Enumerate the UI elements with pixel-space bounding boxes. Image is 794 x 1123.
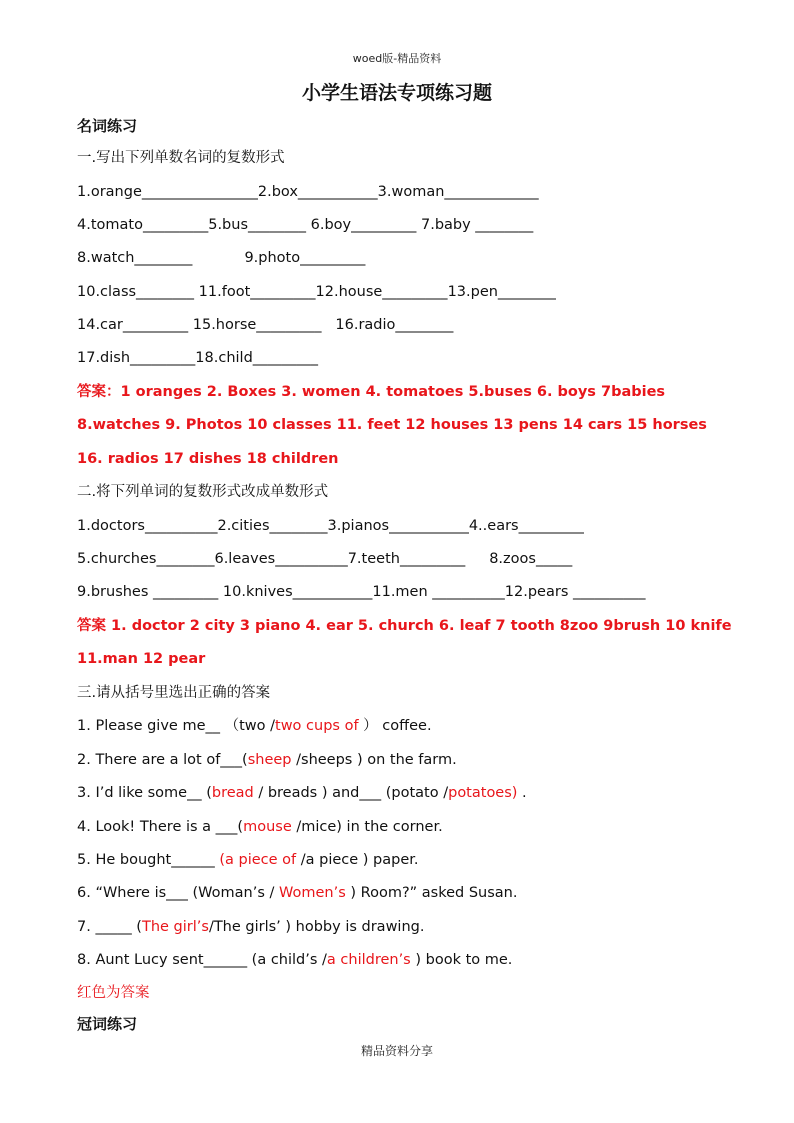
part2-instruction: 二.将下列单词的复数形式改成单数形式	[77, 484, 329, 500]
exercise-item: 9.brushes _________	[77, 584, 219, 600]
exercise-item: 6.leaves__________	[214, 551, 348, 567]
question-text: 2. There are a lot of___(	[77, 752, 248, 768]
question-6	[77, 883, 517, 903]
exercise-item: 14.car_________	[77, 317, 189, 333]
question-2	[77, 750, 457, 770]
question-text: 7. _____ (	[77, 919, 142, 935]
question-5	[77, 850, 419, 870]
question-4	[77, 817, 443, 837]
exercise-item: 8.watch________	[77, 250, 193, 266]
exercise-item: 10.class________	[77, 284, 195, 300]
part2-answer-line-1: 答案 1. doctor 2 city 3 piano 4. ear 5. church 6. leaf 7 tooth 8zoo 9brush 10 knife	[77, 618, 732, 634]
question-text: /The girls’ ) hobby is drawing.	[208, 919, 425, 935]
question-text: 3. I’d like some__ (	[77, 785, 212, 801]
part2-row-1	[77, 516, 584, 536]
exercise-item: 1.doctors__________	[77, 518, 218, 534]
exercise-item: 8.zoos_____	[489, 551, 573, 567]
question-text: /sheeps ) on the farm.	[291, 752, 457, 768]
question-8	[77, 950, 512, 970]
answer-highlight: bread	[211, 785, 254, 801]
answer-highlight: mouse	[243, 819, 292, 835]
exercise-item: 12.pears __________	[504, 584, 646, 600]
part1-row-4	[77, 282, 556, 302]
answer-highlight: (a piece of	[219, 852, 297, 868]
page-title: 小学生语法专项练习题	[301, 82, 492, 104]
answer-highlight: potatoes)	[448, 785, 518, 801]
question-text: .	[517, 785, 527, 801]
section-heading-nouns: 名词练习	[77, 117, 138, 135]
question-text: 4. Look! There is a ___(	[77, 819, 244, 835]
exercise-item: 3.woman_____________	[377, 184, 539, 200]
exercise-item: 17.dish_________	[77, 350, 196, 366]
exercise-item: 11.foot_________	[198, 284, 316, 300]
question-text: /a piece ) paper.	[296, 852, 419, 868]
exercise-item: 7.teeth_________	[347, 551, 466, 567]
part2-row-3	[77, 582, 645, 602]
page-header: woed版-精品资料	[352, 52, 442, 65]
question-text: 5. He bought______	[77, 852, 220, 868]
part3-instruction: 三.请从括号里选出正确的答案	[77, 685, 271, 701]
exercise-item: 13.pen________	[447, 284, 556, 300]
answer-highlight: two cups of	[275, 718, 359, 734]
part1-row-1	[77, 182, 539, 202]
exercise-item: 18.child_________	[195, 350, 319, 366]
part1-row-2	[77, 215, 533, 235]
question-1	[77, 716, 432, 736]
question-text: 1. Please give me__ （two /	[77, 718, 276, 734]
part1-answer-line-3: 16. radios 17 dishes 18 children	[77, 451, 339, 467]
question-text: / breads ) and___ (potato /	[253, 785, 449, 801]
part1-row-3	[77, 248, 365, 268]
answer-highlight: a children’s	[326, 952, 411, 968]
part2-row-2	[77, 549, 572, 569]
exercise-item: 15.horse_________	[192, 317, 322, 333]
exercise-item: 2.box___________	[257, 184, 378, 200]
exercise-item: 4.tomato_________	[77, 217, 209, 233]
exercise-item: 2.cities________	[217, 518, 328, 534]
exercise-item: 1.orange________________	[77, 184, 258, 200]
question-text: ) Room?” asked Susan.	[345, 885, 518, 901]
exercise-item: 12.house_________	[315, 284, 448, 300]
part1-instruction: 一.写出下列单数名词的复数形式	[77, 150, 285, 166]
question-text: /mice) in the corner.	[291, 819, 443, 835]
page-footer: 精品资料分享	[360, 1044, 433, 1058]
question-7	[77, 917, 424, 937]
question-3	[77, 783, 527, 803]
exercise-item: 7.baby ________	[420, 217, 534, 233]
question-text: ) book to me.	[410, 952, 513, 968]
answer-note: 红色为答案	[77, 985, 150, 1001]
part1-row-5	[77, 315, 453, 335]
question-text: 8. Aunt Lucy sent______ (a child’s /	[77, 952, 327, 968]
exercise-item: 6.boy_________	[310, 217, 417, 233]
part1-answer-line-1: 答案：1 oranges 2. Boxes 3. women 4. tomatoes 5.buses 6. boys 7babies	[77, 384, 666, 400]
exercise-item: 10.knives___________	[222, 584, 373, 600]
exercise-item: 4..ears_________	[468, 518, 584, 534]
part2-answer-line-2: 11.man 12 pear	[77, 651, 206, 667]
answer-highlight: Women’s	[279, 885, 346, 901]
answer-highlight: The girl’s	[141, 919, 209, 935]
section-heading-articles: 冠词练习	[77, 1015, 138, 1033]
exercise-item: 3.pianos___________	[327, 518, 469, 534]
exercise-item: 9.photo_________	[244, 250, 366, 266]
part1-answer-line-2: 8.watches 9. Photos 10 classes 11. feet 12 houses 13 pens 14 cars 15 horses	[77, 417, 707, 433]
exercise-item: 5.bus________	[208, 217, 307, 233]
exercise-item: 5.churches________	[77, 551, 215, 567]
exercise-item: 16.radio________	[335, 317, 454, 333]
answer-highlight: sheep	[247, 752, 292, 768]
question-text: ） coffee.	[358, 718, 432, 734]
question-text: 6. “Where is___ (Woman’s /	[77, 885, 280, 901]
part1-row-6	[77, 348, 318, 368]
exercise-item: 11.men __________	[372, 584, 505, 600]
